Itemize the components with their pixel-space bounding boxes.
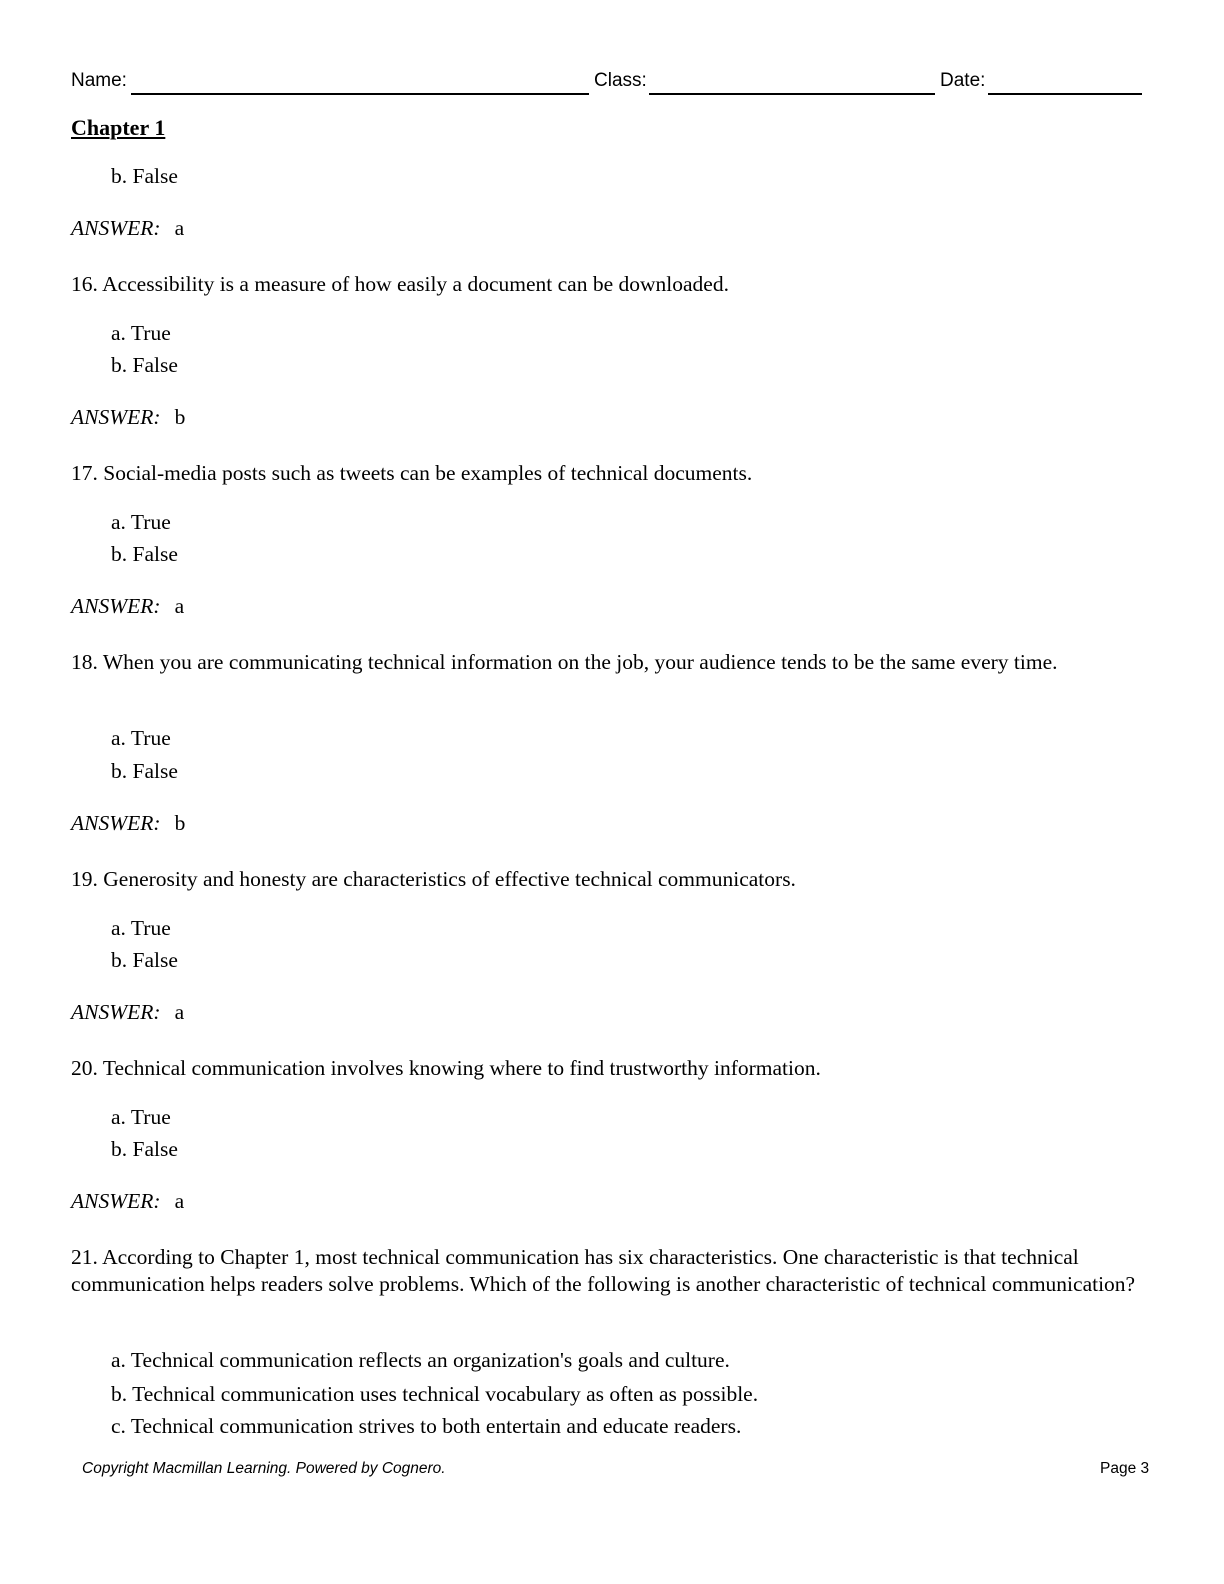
header-fields (71, 70, 1142, 98)
date-label: Date: (940, 70, 986, 91)
date-blank-line (988, 93, 1142, 95)
question-19-option-a: a. True (111, 916, 171, 940)
answer-label: ANSWER: (71, 1000, 161, 1024)
question-16-answer (71, 404, 185, 431)
question-21-stem: 21. According to Chapter 1, most technical communication has six characteristics. One characteristic is that technical communication helps readers solve problems. Which of the following is another characteristic of technical communication? (71, 1245, 1136, 1296)
question-17-answer (71, 593, 184, 620)
question-18-answer (71, 810, 185, 837)
question-19-answer (71, 999, 184, 1026)
footer-copyright: Copyright Macmillan Learning. Powered by Cognero. (82, 1460, 446, 1477)
question-18-option-a: a. True (111, 726, 171, 750)
answer-value: a (174, 594, 185, 618)
question-21-option-c: c. Technical communication strives to both entertain and educate readers. (111, 1414, 742, 1438)
question-17-stem: 17. Social-media posts such as tweets can be examples of technical documents. (71, 461, 753, 485)
name-label: Name: (71, 70, 127, 91)
page-number: Page 3 (1100, 1460, 1150, 1477)
question-20-answer (71, 1188, 184, 1215)
answer-label: ANSWER: (71, 811, 161, 835)
question-17-option-b: b. False (111, 542, 178, 566)
class-label: Class: (594, 70, 647, 91)
chapter-title: Chapter 1 (71, 115, 166, 140)
question-16-stem: 16. Accessibility is a measure of how easily a document can be downloaded. (71, 272, 729, 296)
option: b. False (111, 164, 178, 188)
question-18-option-b: b. False (111, 759, 178, 783)
question-20-option-b: b. False (111, 1137, 178, 1161)
name-blank-line (131, 93, 589, 95)
answer-value: a (174, 216, 185, 240)
answer-label: ANSWER: (71, 594, 161, 618)
question-17-option-a: a. True (111, 510, 171, 534)
question-21-option-b: b. Technical communication uses technical vocabulary as often as possible. (111, 1382, 759, 1406)
question-20-option-a: a. True (111, 1105, 171, 1129)
question-19-stem: 19. Generosity and honesty are characteristics of effective technical communicators. (71, 867, 796, 891)
question-21-option-a: a. Technical communication reflects an organization's goals and culture. (111, 1348, 730, 1372)
question-16-option-b: b. False (111, 353, 178, 377)
answer-label: ANSWER: (71, 216, 161, 240)
question-18-stem: 18. When you are communicating technical information on the job, your audience tends to be the same every time. (71, 650, 1058, 674)
class-blank-line (649, 93, 935, 95)
answer-label: ANSWER: (71, 1189, 161, 1213)
answer-value: b (174, 811, 186, 835)
question-16-option-a: a. True (111, 321, 171, 345)
answer-value: b (174, 405, 186, 429)
answer-line (71, 215, 184, 242)
question-19-option-b: b. False (111, 948, 178, 972)
answer-value: a (174, 1189, 185, 1213)
question-20-stem: 20. Technical communication involves knowing where to find trustworthy information. (71, 1056, 821, 1080)
answer-label: ANSWER: (71, 405, 161, 429)
answer-value: a (174, 1000, 185, 1024)
